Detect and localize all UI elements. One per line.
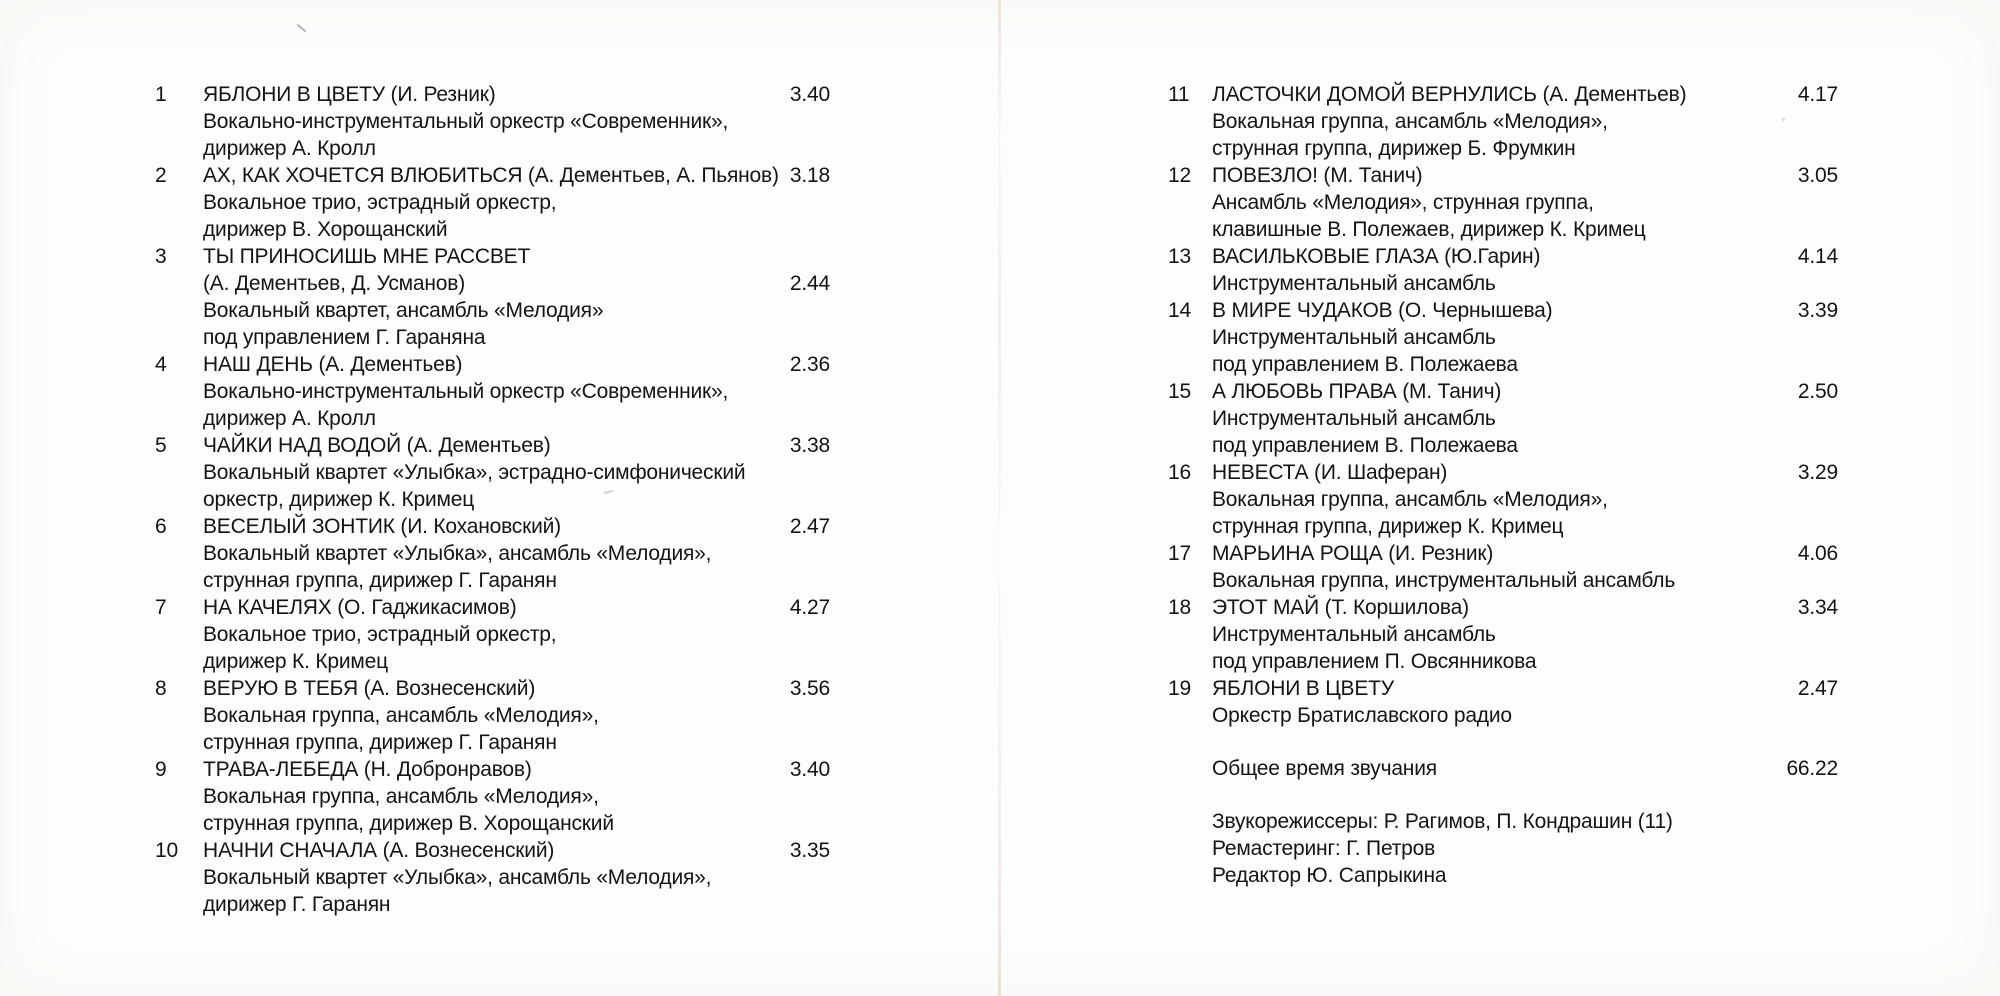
track-item [155,81,830,162]
track-duration: 3.56 [789,677,830,700]
track-line [155,81,830,108]
track-credit: струнная группа, дирижер Б. Фрумкин [1212,137,1576,160]
track-line [155,675,830,702]
track-credit: Инструментальный ансамбль [1212,326,1496,349]
track-line [1168,189,1838,216]
track-line [155,297,830,324]
track-line [155,135,830,162]
track-title: НАШ ДЕНЬ (А. Дементьев) [203,353,463,376]
track-line [155,432,830,459]
track-number: 13 [1168,245,1191,268]
track-item [155,351,830,432]
track-credit: Вокальная группа, инструментальный ансамбль [1212,569,1676,592]
track-duration: 2.44 [789,272,830,295]
track-line [1168,135,1838,162]
credits-block [1168,808,1838,889]
track-line [155,324,830,351]
track-line [1168,351,1838,378]
track-line [155,810,830,837]
track-line [1168,675,1838,702]
track-line [155,405,830,432]
track-duration: 3.05 [1797,164,1838,187]
track-line [155,459,830,486]
track-number: 8 [155,677,167,700]
track-credit: Вокальное трио, эстрадный оркестр, [203,623,557,646]
track-title: НА КАЧЕЛЯХ (О. Гаджикасимов) [203,596,517,619]
track-item [1168,459,1838,540]
track-line [155,891,830,918]
track-line [1168,162,1838,189]
track-duration: 2.47 [1797,677,1838,700]
track-duration: 2.47 [789,515,830,538]
track-line [1168,540,1838,567]
track-number: 14 [1168,299,1191,322]
track-line [155,243,830,270]
track-credit: Вокальный квартет «Улыбка», эстрадно-симфонический [203,461,746,484]
track-line [1168,513,1838,540]
track-credit: дирижер А. Кролл [203,407,376,430]
track-credit: Вокальный квартет, ансамбль «Мелодия» [203,299,604,322]
track-number: 15 [1168,380,1191,403]
track-line [155,567,830,594]
tracklist-right-tracks [1168,81,1838,729]
track-line [1168,378,1838,405]
track-line [155,837,830,864]
track-line [155,729,830,756]
track-number: 18 [1168,596,1191,619]
track-title: ВЕРУЮ В ТЕБЯ (А. Вознесенский) [203,677,536,700]
track-line [1168,324,1838,351]
track-line [1168,243,1838,270]
track-credit: под управлением П. Овсянникова [1212,650,1537,673]
track-credit: Вокальное трио, эстрадный оркестр, [203,191,557,214]
track-credit: струнная группа, дирижер В. Хорощанский [203,812,614,835]
track-credit: Оркестр Братиславского радио [1212,704,1512,727]
track-line [155,648,830,675]
tracklist-column-right [1168,81,1838,889]
track-number: 9 [155,758,167,781]
track-item [155,675,830,756]
track-title: ЯБЛОНИ В ЦВЕТУ [1212,677,1394,700]
track-number: 17 [1168,542,1191,565]
track-line [1168,297,1838,324]
track-item [1168,297,1838,378]
credit-line [1168,862,1838,889]
track-line [155,189,830,216]
total-time-value: 66.22 [1786,757,1838,780]
track-number: 3 [155,245,167,268]
track-item [155,756,830,837]
track-duration: 3.18 [789,164,830,187]
track-line [155,594,830,621]
track-line [1168,594,1838,621]
track-item [155,837,830,918]
track-credit: струнная группа, дирижер Г. Гаранян [203,569,557,592]
track-line [155,756,830,783]
total-time-row [1168,755,1838,782]
track-credit: Вокальный квартет «Улыбка», ансамбль «Мелодия», [203,542,712,565]
track-credit: дирижер В. Хорощанский [203,218,448,241]
track-credit: дирижер А. Кролл [203,137,376,160]
track-title: НЕВЕСТА (И. Шаферан) [1212,461,1448,484]
track-line [1168,108,1838,135]
track-duration: 4.06 [1797,542,1838,565]
track-line [155,540,830,567]
track-duration: 3.35 [789,839,830,862]
track-line [155,783,830,810]
track-title: ПОВЕЗЛО! (М. Танич) [1212,164,1423,187]
total-time-label: Общее время звучания [1212,757,1437,780]
track-item [155,243,830,351]
track-title: ЛАСТОЧКИ ДОМОЙ ВЕРНУЛИСЬ (А. Дементьев) [1212,83,1687,106]
track-credit: Вокальная группа, ансамбль «Мелодия», [1212,110,1608,133]
track-credit: струнная группа, дирижер К. Кримец [1212,515,1564,538]
track-title: В МИРЕ ЧУДАКОВ (О. Чернышева) [1212,299,1553,322]
track-title: ТЫ ПРИНОСИШЬ МНЕ РАССВЕТ [203,245,531,268]
track-duration: 3.40 [789,83,830,106]
track-duration: 4.27 [789,596,830,619]
track-credit: Вокальный квартет «Улыбка», ансамбль «Мелодия», [203,866,712,889]
track-line [1168,216,1838,243]
track-title: ЯБЛОНИ В ЦВЕТУ (И. Резник) [203,83,496,106]
track-number: 12 [1168,164,1191,187]
track-title: ТРАВА-ЛЕБЕДА (Н. Добронравов) [203,758,532,781]
track-duration: 2.36 [789,353,830,376]
track-line [155,270,830,297]
track-item [155,432,830,513]
track-line [155,108,830,135]
track-item [1168,81,1838,162]
track-credit: Инструментальный ансамбль [1212,272,1496,295]
track-item [155,513,830,594]
track-credit: Вокальная группа, ансамбль «Мелодия», [203,704,599,727]
track-item [1168,594,1838,675]
track-line [155,351,830,378]
track-item [1168,540,1838,594]
track-title: ЧАЙКИ НАД ВОДОЙ (А. Дементьев) [203,434,551,457]
track-duration: 3.40 [789,758,830,781]
track-line [155,162,830,189]
track-credit: Инструментальный ансамбль [1212,407,1496,430]
track-duration: 3.34 [1797,596,1838,619]
track-credit: под управлением В. Полежаева [1212,434,1518,457]
track-line [1168,648,1838,675]
track-duration: 3.38 [789,434,830,457]
tracklist-column-left [155,81,830,918]
track-credit: Инструментальный ансамбль [1212,623,1496,646]
track-credit: под управлением Г. Гараняна [203,326,486,349]
track-line [1168,567,1838,594]
track-number: 1 [155,83,167,106]
track-credit: Вокально-инструментальный оркестр «Современник», [203,380,729,403]
track-line [155,513,830,540]
track-credit: Ансамбль «Мелодия», струнная группа, [1212,191,1594,214]
track-title: ЭТОТ МАЙ (Т. Коршилова) [1212,596,1469,619]
track-duration: 3.29 [1797,461,1838,484]
track-title: А ЛЮБОВЬ ПРАВА (М. Танич) [1212,380,1502,403]
track-line [1168,270,1838,297]
track-number: 6 [155,515,167,538]
track-line [1168,621,1838,648]
track-line [1168,486,1838,513]
track-title: МАРЬИНА РОЩА (И. Резник) [1212,542,1494,565]
track-credit: Вокальная группа, ансамбль «Мелодия», [1212,488,1608,511]
track-item [1168,243,1838,297]
track-number: 4 [155,353,167,376]
track-title: АХ, КАК ХОЧЕТСЯ ВЛЮБИТЬСЯ (А. Дементьев, А. Пьянов) [203,164,779,187]
track-number: 19 [1168,677,1191,700]
track-number: 7 [155,596,167,619]
track-duration: 4.17 [1797,83,1838,106]
center-fold-line [998,0,1001,996]
track-duration: 4.14 [1797,245,1838,268]
track-number: 10 [155,839,178,862]
track-item [155,594,830,675]
track-line [1168,81,1838,108]
track-credit: клавишные В. Полежаев, дирижер К. Кримец [1212,218,1646,241]
track-credit: струнная группа, дирижер Г. Гаранян [203,731,557,754]
track-line [1168,459,1838,486]
track-item [1168,162,1838,243]
track-line [155,702,830,729]
track-credit: Вокальная группа, ансамбль «Мелодия», [203,785,599,808]
track-item [155,162,830,243]
track-line [155,378,830,405]
track-item [1168,378,1838,459]
credit-line [1168,808,1838,835]
track-line [155,864,830,891]
track-line [1168,432,1838,459]
track-line [1168,405,1838,432]
track-title: ВАСИЛЬКОВЫЕ ГЛАЗА (Ю.Гарин) [1212,245,1541,268]
track-credit: под управлением В. Полежаева [1212,353,1518,376]
credit-editor: Редактор Ю. Сапрыкина [1212,864,1447,887]
track-line [155,216,830,243]
scan-artifact [297,24,307,33]
track-credit: дирижер Г. Гаранян [203,893,391,916]
track-credit: оркестр, дирижер К. Кримец [203,488,475,511]
track-credit: Вокально-инструментальный оркестр «Современник», [203,110,729,133]
track-credit: (А. Дементьев, Д. Усманов) [203,272,466,295]
credit-sound-engineers: Звукорежиссеры: Р. Рагимов, П. Кондрашин (11) [1212,810,1673,833]
track-line [155,621,830,648]
track-number: 16 [1168,461,1191,484]
track-title: НАЧНИ СНАЧАЛА (А. Вознесенский) [203,839,555,862]
track-number: 2 [155,164,167,187]
track-number: 11 [1168,83,1190,106]
credit-remastering: Ремастеринг: Г. Петров [1212,837,1436,860]
track-item [1168,675,1838,729]
track-title: ВЕСЕЛЫЙ ЗОНТИК (И. Кохановский) [203,515,561,538]
track-credit: дирижер К. Кримец [203,650,388,673]
track-line [155,486,830,513]
track-number: 5 [155,434,167,457]
track-duration: 3.39 [1797,299,1838,322]
track-line [1168,702,1838,729]
credit-line [1168,835,1838,862]
track-duration: 2.50 [1797,380,1838,403]
